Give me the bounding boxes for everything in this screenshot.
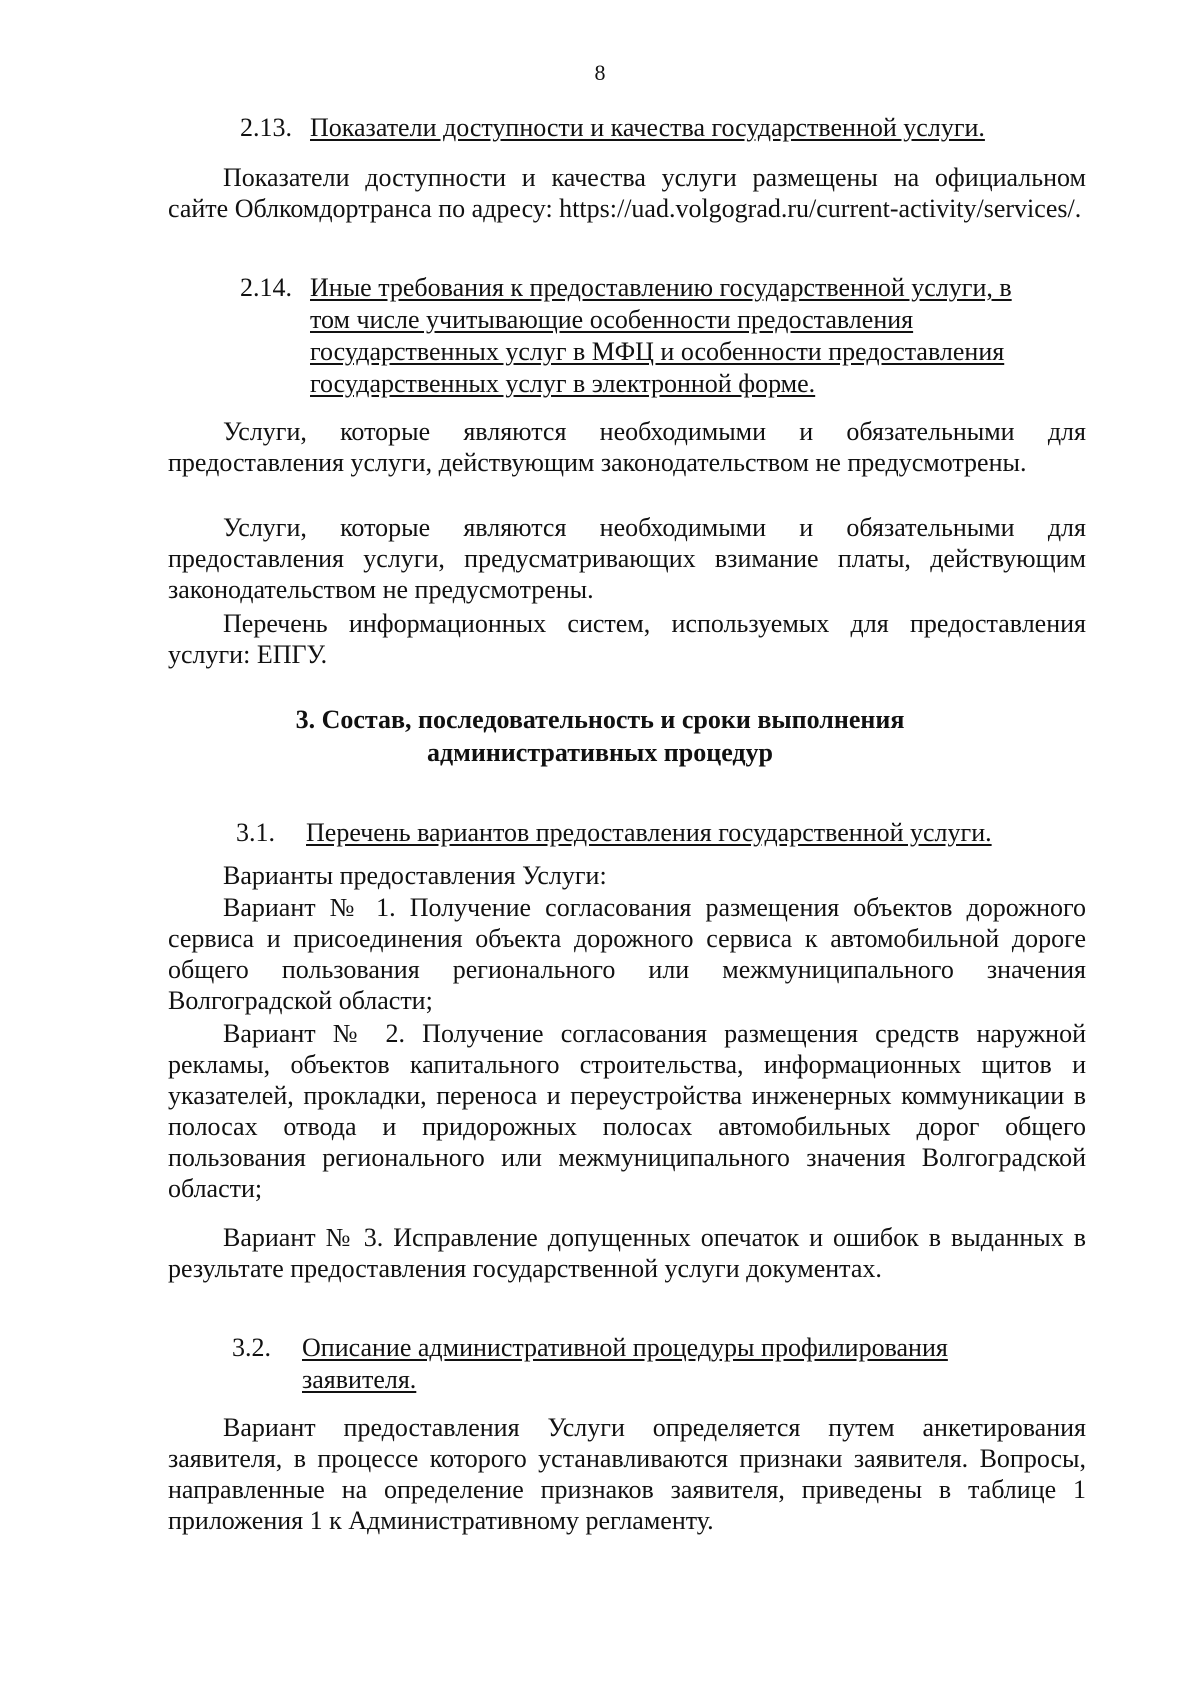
heading-3-1 <box>236 817 992 849</box>
paragraph: Вариант № 2. Получение согласования размещения средств наружной рекламы, объектов капитального строительства, информационных щитов и указателей, прокладки, переноса и переустройства инженерных коммуникации в полосах отвода и придорожных полосах автомобильных дорог общего пользования регионального или межмуниципального значения Волгоградской области; <box>168 1019 1086 1203</box>
heading-number: 3.1. <box>236 818 275 847</box>
heading-2-13 <box>240 112 985 144</box>
paragraph: Перечень информационных систем, используемых для предоставления услуги: ЕПГУ. <box>168 609 1086 669</box>
heading-number: 2.14. <box>240 273 292 302</box>
heading-number: 3.2. <box>232 1333 271 1362</box>
page-number: 8 <box>594 60 606 85</box>
paragraph: Вариант предоставления Услуги определяется путем анкетирования заявителя, в процессе которого устанавливаются признаки заявителя. Вопросы, направленные на определение признаков заявителя, приведены в таблице 1 приложения 1 к Административному регламенту. <box>168 1413 1086 1535</box>
paragraph: Показатели доступности и качества услуги размещены на официальном сайте Облкомдортранса по адресу: https://uad.volgograd.ru/current-activity/services/. <box>168 163 1086 223</box>
heading-number: 2.13. <box>240 113 292 142</box>
heading-title-line: Описание административной процедуры профилирования <box>302 1333 948 1362</box>
section-title-line: административных процедур <box>426 738 774 767</box>
paragraph: Услуги, которые являются необходимыми и обязательными для предоставления услуги, действующим законодательством не предусмотрены. <box>168 417 1086 477</box>
paragraph: Вариант № 1. Получение согласования размещения объектов дорожного сервиса и присоединения объекта дорожного сервиса к автомобильной дороге общего пользования регионального или межмуниципального значения Волгоградской области; <box>168 893 1086 1015</box>
section-title <box>230 703 970 769</box>
paragraph: Варианты предоставления Услуги: <box>223 861 607 890</box>
heading-title-line: том числе учитывающие особенности предоставления <box>310 305 914 334</box>
section-title-line: 3. Состав, последовательность и сроки выполнения <box>295 705 905 734</box>
heading-title-line: заявителя. <box>302 1365 417 1394</box>
heading-title-line: государственных услуг в электронной форме. <box>310 369 816 398</box>
heading-title-line: государственных услуг в МФЦ и особенности предоставления <box>310 337 1005 366</box>
heading-3-2 <box>232 1332 948 1396</box>
heading-2-14 <box>240 272 1012 400</box>
paragraph: Вариант № 3. Исправление допущенных опечаток и ошибок в выданных в результате предоставления государственной услуги документах. <box>168 1223 1086 1283</box>
heading-title-line: Иные требования к предоставлению государственной услуги, в <box>310 273 1012 302</box>
heading-title: Показатели доступности и качества государственной услуги. <box>310 113 985 142</box>
paragraph: Услуги, которые являются необходимыми и обязательными для предоставления услуги, предусматривающих взимание платы, действующим законодательством не предусмотрены. <box>168 513 1086 604</box>
heading-title: Перечень вариантов предоставления государственной услуги. <box>306 818 992 847</box>
